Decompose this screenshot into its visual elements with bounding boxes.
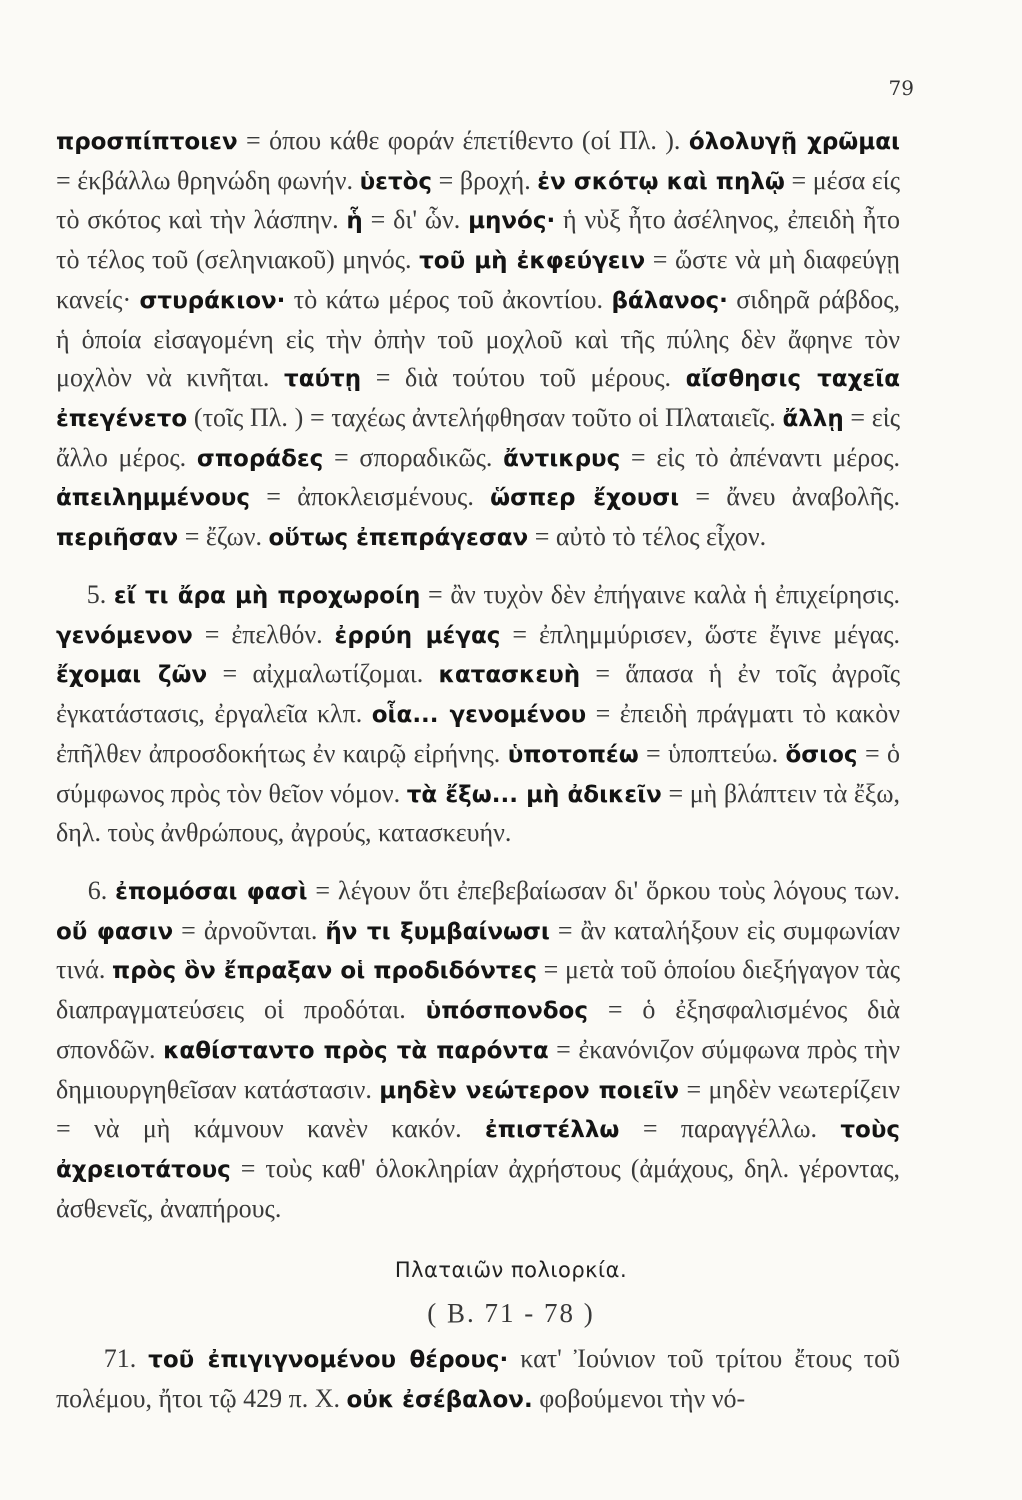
gloss-text: = λέγουν ὅτι ἐπεβεβαίωσαν δι' ὅρκου τοὺς λόγους των. — [307, 876, 901, 905]
lemma-term: στυράκιον· — [139, 287, 286, 314]
lemma-term: τοὺς ἀχρειοτάτους — [56, 1117, 900, 1183]
lemma-term: οὔ φασιν — [56, 918, 174, 945]
commentary-paragraph-4 — [56, 122, 900, 558]
gloss-text: φοβούμενοι τὴν νό- — [532, 1383, 746, 1413]
gloss-text: = ἀρνοῦνται. — [173, 915, 326, 945]
gloss-text: = μετὰ τοῦ ὁποίου διεξήγαγον τὰς διαπραγματεύσεις οἱ προδόται. — [56, 955, 901, 1025]
lemma-term: ἔχομαι ζῶν — [56, 662, 208, 689]
section-title: Πλαταιῶν πολιορκία. — [394, 1258, 628, 1282]
gloss-text: = παραγγέλλω. — [619, 1114, 841, 1144]
gloss-text: = σποραδικῶς. — [323, 442, 504, 472]
lemma-term: πρὸς ὃν ἔπραξαν οἱ προδιδόντες — [112, 958, 537, 985]
lemma-term: μηδὲν νεώτερον ποιεῖν — [379, 1077, 679, 1104]
lemma-term: ἤν τι ξυμβαίνωσι — [325, 918, 550, 945]
lemma-term: τοῦ ἐπιγιγνομένου θέρους· — [148, 1347, 509, 1373]
lemma-term: ἄλλῃ — [782, 405, 844, 432]
gloss-text: = έκβάλλω θρηνώδη φωνήν. — [56, 165, 360, 195]
lemma-term: οἷα... γενομένου — [371, 702, 587, 729]
commentary-paragraph-6 — [56, 872, 900, 1228]
lemma-term: ὑποτοπέω — [507, 741, 639, 768]
gloss-text: = ὑποπτεύω. — [638, 738, 786, 768]
gloss-text: = μέσα είς τὸ σκότος καὶ τὴν λάσπην. — [56, 165, 900, 235]
lemma-term: ἐν σκότῳ καὶ πηλῷ — [537, 168, 785, 195]
gloss-text: = ἄνευ ἀναβολῆς. — [679, 482, 901, 512]
gloss-text: = εἰς τὸ ἀπέναντι μέρος. — [620, 442, 900, 472]
lemma-term: ἄντικρυς — [503, 445, 621, 472]
lemma-term: ἐπομόσαι φασὶ — [115, 879, 308, 905]
lemma-term: ὅσιος — [785, 741, 858, 768]
lemma-term: ταύτῃ — [284, 366, 362, 393]
gloss-text: = ἔζων. — [178, 522, 269, 552]
gloss-text: 71. — [56, 1344, 149, 1373]
gloss-text: = δι' ὧν. — [362, 205, 469, 235]
lemma-term: προσπίπτοιεν — [56, 129, 238, 155]
lemma-term: κατασκευὴ — [438, 662, 581, 689]
lemma-term: ὑετὸς — [359, 168, 433, 195]
lemma-term: τοῦ μὴ ἐκφεύγειν — [419, 248, 646, 275]
gloss-text: = ἂν τυχὸν δὲν ἐπήγαινε καλὰ ἡ ἐπιχείρησις. — [420, 580, 901, 609]
lemma-term: αἴσθησις ταχεῖα ἐπεγένετο — [56, 366, 900, 432]
lemma-term: οὐκ ἐσέβαλον. — [346, 1386, 533, 1413]
gloss-text: = ἐπλημμύρισεν, ὥστε ἔγινε μέγας. — [500, 619, 900, 649]
gloss-text: σιδηρᾶ ράβδος, ἡ ὁποία εἰσαγομένη εἰς τὴν ὀπὴν τοῦ μοχλοῦ καὶ τῆς πύλης δὲν ἄφηνε τὸν μοχλὸν νὰ κινῆται. — [56, 284, 901, 393]
gloss-text: κατ' Ἰούνιον τοῦ τρίτου ἔτους τοῦ πολέμου, ἤτοι τῷ 429 π. Χ. — [56, 1344, 900, 1413]
gloss-text: 5. — [56, 580, 114, 609]
lemma-term: ὥσπερ ἔχουσι — [490, 485, 680, 512]
gloss-text: (τοῖς Πλ. ) = ταχέως ἀντελήφθησαν τοῦτο οἱ Πλαταιεῖς. — [187, 402, 783, 432]
gloss-text: = ὁ σύμφωνος πρὸς τὸν θεῖον νόμον. — [56, 738, 900, 808]
gloss-text: = μηδὲν νεωτερίζειν = νὰ μὴ κάμνουν κανὲν κακόν. — [56, 1074, 900, 1144]
gloss-text: = ἐκανόνιζον σύμφωνα πρὸς τὴν δημιουργηθεῖσαν κατάστασιν. — [56, 1034, 900, 1104]
commentary-paragraph-5 — [56, 576, 900, 853]
lemma-term: γενόμενον — [56, 622, 193, 649]
lemma-term: ἐπιστέλλω — [484, 1117, 620, 1144]
lemma-term: περιῆσαν — [56, 525, 179, 552]
gloss-text: 6. — [56, 876, 116, 905]
lemma-term: μηνός· — [468, 208, 556, 235]
lemma-term: τὰ ἔξω... μὴ ἀδικεῖν — [406, 781, 662, 808]
lemma-term: ἐρρύη μέγας — [334, 622, 501, 649]
lemma-term: όλολυγῇ χρῶμαι — [688, 129, 900, 155]
gloss-text: = ὁ ἐξησφαλισμένος διὰ σπονδῶν. — [56, 995, 900, 1064]
gloss-text: = όπου κάθε φοράν έπετίθεντο (οί Πλ. ). — [237, 126, 689, 155]
lemma-term: σποράδες — [196, 445, 324, 472]
gloss-text: = αὐτὸ τὸ τέλος εἶχον. — [528, 522, 767, 552]
gloss-text: = ἐπελθόν. — [192, 619, 335, 649]
gloss-text: = βροχή. — [432, 165, 538, 195]
gloss-text: = τοὺς καθ' ὁλοκληρίαν ἀχρήστους (ἀμάχους, δηλ. γέροντας, ἀσθενεῖς, ἀναπήρους. — [56, 1153, 900, 1223]
section-reference: ( Β. 71 - 78 ) — [427, 1298, 595, 1328]
gloss-text: = αἰχμαλωτίζομαι. — [207, 659, 439, 689]
lemma-term: οὕτως ἐπεπράγεσαν — [268, 525, 529, 552]
gloss-text: = ἅπασα ἡ ἐν τοῖς ἀγροῖς ἐγκατάστασις, ἐργαλεῖα κλπ. — [56, 659, 900, 729]
lemma-term: βάλανος· — [611, 287, 728, 314]
lemma-term: ἀπειλημμένους — [56, 485, 250, 512]
gloss-text: = ἂν καταλήξουν εἰς συμφωνίαν τινά. — [56, 915, 900, 985]
lemma-term: εἴ τι ἄρα μὴ προχωροίη — [113, 583, 421, 609]
gloss-text: ἡ νὺξ ἦτο ἀσέληνος, ἐπειδὴ ἦτο τὸ τέλος τοῦ (σεληνιακοῦ) μηνός. — [56, 205, 900, 275]
page-number: 79 — [888, 76, 914, 100]
gloss-text: = ἐπειδὴ πράγματι τὸ κακὸν ἐπῆλθεν ἀπροσδοκήτως ἐν καιρῷ εἰρήνης. — [56, 699, 900, 768]
gloss-text: = διὰ τούτου τοῦ μέρους. — [361, 363, 686, 393]
lemma-term: ὑπόσπονδος — [425, 998, 588, 1025]
gloss-text: τὸ κάτω μέρος τοῦ ἀκοντίου. — [285, 284, 612, 314]
gloss-text: = ὥστε νὰ μὴ διαφεύγῃ κανείς· — [56, 245, 901, 314]
commentary-paragraph-71 — [56, 1340, 900, 1419]
lemma-term: ἧ — [346, 208, 363, 235]
gloss-text: = ἀποκλεισμένους. — [249, 482, 491, 512]
gloss-text: = εἰς ἄλλο μέρος. — [56, 402, 900, 472]
gloss-text: = μὴ βλάπτειν τὰ ἔξω, δηλ. τοὺς ἀνθρώπους, ἀγρούς, κατασκευήν. — [56, 778, 900, 848]
lemma-term: καθίσταντο πρὸς τὰ παρόντα — [163, 1037, 549, 1064]
